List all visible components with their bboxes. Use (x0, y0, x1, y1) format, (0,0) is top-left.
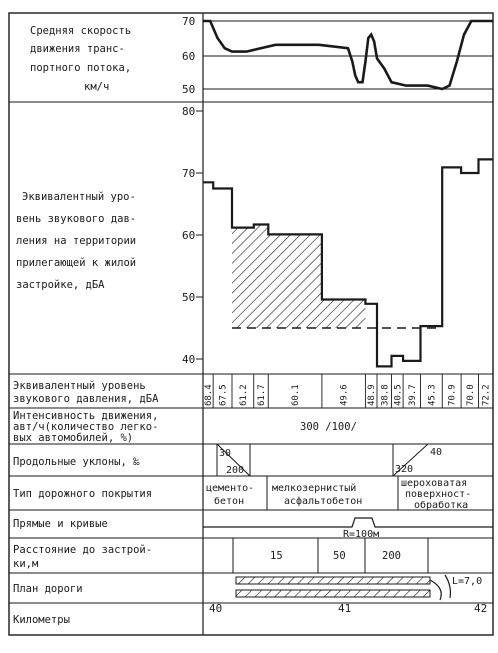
level-tick-70: 70 (182, 167, 196, 180)
km-label: Километры (13, 614, 70, 626)
distance-label-2: ки,м (13, 558, 39, 570)
speed-label-2: движения транс- (30, 43, 125, 55)
level-label-1: Эквивалентный уро- (22, 191, 136, 203)
level-value-label: 60.1 (291, 384, 302, 406)
surface-1-line-2: бетон (214, 496, 245, 507)
level-value-label: 49.6 (339, 384, 350, 406)
surface-label: Тип дорожного покрытия (13, 488, 153, 500)
slope-1-top: 30 (219, 448, 232, 459)
level-label-5: застройке, дБА (16, 279, 105, 291)
level-tick-50: 50 (182, 291, 196, 304)
level-ticks (182, 105, 203, 366)
speed-label-3: портного потока, (30, 62, 132, 74)
surface-3-line-3: обработка (414, 500, 469, 511)
level-value-label: 40.5 (393, 384, 404, 406)
level-value-label: 68.4 (204, 384, 215, 406)
km-40: 40 (209, 602, 223, 615)
level-tick-40: 40 (182, 353, 196, 366)
surface-3-line-1: шероховатая (401, 478, 468, 489)
level-value-label: 61.7 (257, 384, 267, 406)
distance-2: 50 (333, 550, 346, 562)
curve-radius: R=100м (343, 529, 380, 540)
slope-2-top: 40 (430, 447, 443, 458)
surface-2-line-1: мелкозернистый (272, 483, 357, 494)
level-value-label: 70.0 (465, 384, 476, 406)
speed-tick-70: 70 (182, 15, 196, 28)
distance-1: 15 (270, 550, 283, 562)
level-label-4: прилегающей к жилой (16, 257, 137, 269)
km-41: 41 (338, 602, 352, 615)
speed-tick-60: 60 (182, 50, 196, 63)
level-value-label: 67.5 (218, 384, 229, 406)
curves-label: Прямые и кривые (13, 518, 108, 530)
row-labels (13, 25, 159, 626)
speed-tick-50: 50 (182, 83, 196, 96)
surface-2-line-2: асфальтобетон (284, 496, 363, 507)
slope-1-bottom: 200 (226, 465, 245, 476)
level-chart (182, 105, 493, 366)
plan-label: План дороги (13, 583, 83, 595)
speed-label-4: км/ч (84, 81, 110, 93)
km-row (209, 602, 487, 615)
slopes-row (217, 444, 493, 476)
level-value-label: 39.7 (407, 384, 418, 406)
distance-row (233, 538, 428, 573)
km-42: 42 (474, 602, 488, 615)
slopes-label: Продольные уклоны, ‰ (13, 456, 140, 468)
surface-row (206, 476, 471, 511)
plan-note: L=7,0 (452, 576, 483, 587)
level-value-label: 48.9 (367, 384, 378, 406)
level-value-label: 45.3 (427, 384, 438, 406)
level-label-2: вень звукового дав- (16, 213, 137, 225)
speed-series-line (203, 21, 493, 89)
surface-3-line-2: поверхност- (405, 489, 472, 500)
level-tick-60: 60 (182, 229, 196, 242)
level-value-label: 38.8 (380, 384, 391, 406)
speed-label-1: Средняя скорость (30, 25, 132, 37)
slope-2-bottom: 320 (395, 464, 414, 475)
level-value-label: 70.9 (447, 384, 458, 406)
values-row (204, 374, 493, 408)
curves-row (203, 518, 493, 540)
level-tick-80: 80 (182, 105, 196, 118)
distance-3: 200 (382, 550, 401, 562)
values-label-2: звукового давления, дБА (13, 393, 159, 405)
values-label-1: Эквивалентный уровень (13, 380, 146, 392)
level-hatched-area (232, 225, 365, 329)
speed-chart (182, 15, 493, 96)
surface-1-line-1: цементо- (206, 483, 255, 494)
level-label-3: ления на территории (16, 235, 137, 247)
level-value-label: 72.2 (481, 384, 492, 406)
level-value-label: 61.2 (238, 384, 249, 406)
intensity-label-2: авт/ч(количество легко- (13, 421, 159, 433)
distance-label-1: Расстояние до застрой- (13, 544, 153, 556)
road-plan (236, 575, 482, 600)
intensity-value: 300 /100/ (300, 421, 357, 433)
intensity-label-3: вых автомобилей, %) (13, 432, 134, 444)
intensity-label-1: Интенсивность движения, (13, 410, 159, 422)
